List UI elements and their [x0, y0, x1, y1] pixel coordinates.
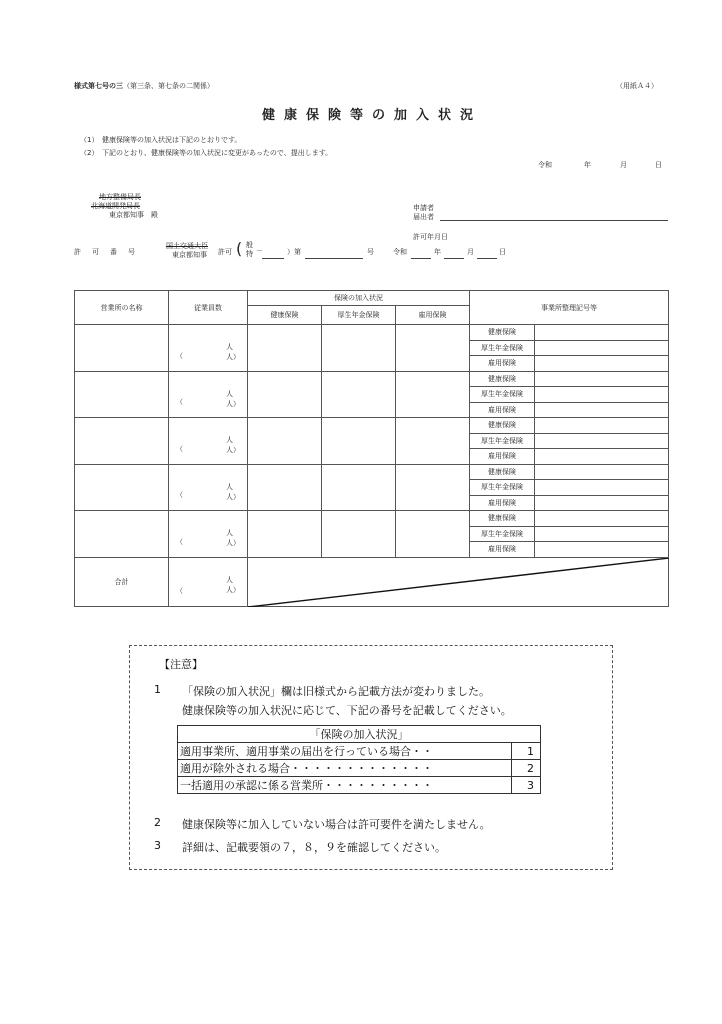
pension-status-cell[interactable] [322, 371, 396, 418]
permit-date-day: 日 [499, 248, 506, 256]
total-paren: （ [176, 586, 183, 595]
permit-date-year: 年 [434, 248, 441, 256]
office-name-cell[interactable] [75, 371, 169, 418]
note-3-text: 詳細は、記載要領の７，８，９を確認してください。 [182, 841, 446, 854]
permit-number-field[interactable] [305, 258, 363, 259]
header-office-number: 事業所整理記号等 [470, 291, 669, 325]
emp-unit-1: 人 [226, 529, 233, 537]
office-subrow [75, 464, 669, 480]
insurance-type-label: 健康保険 [470, 418, 535, 434]
permit-date-day-field[interactable] [477, 258, 497, 259]
insurance-type-label: 厚生年金保険 [470, 433, 535, 449]
code-1-number: 1 [512, 743, 541, 760]
permit-number-label: 許 可 番 号 [74, 248, 137, 256]
office-number-cell[interactable] [535, 511, 669, 527]
office-number-cell[interactable] [535, 433, 669, 449]
emp-unit-2: 人） [226, 539, 240, 547]
permit-kyoka: 許可 [218, 248, 232, 256]
header-health: 健康保険 [248, 306, 322, 325]
date-era: 令和 [538, 161, 552, 169]
office-number-cell[interactable] [535, 449, 669, 465]
insurance-type-label: 健康保険 [470, 325, 535, 341]
health-status-cell[interactable] [248, 418, 322, 465]
header-employment: 雇用保険 [396, 306, 470, 325]
office-number-cell[interactable] [535, 340, 669, 356]
emp-paren: （ [176, 351, 183, 360]
permit-date-year-field[interactable] [411, 258, 431, 259]
employment-status-cell[interactable] [396, 325, 470, 372]
emp-paren: （ [176, 398, 183, 406]
note-2-number: 2 [154, 816, 161, 829]
page-title: 健康保険等の加入状況 [262, 108, 483, 123]
insurance-type-label: 厚生年金保険 [470, 387, 535, 403]
office-name-cell[interactable] [75, 325, 169, 372]
date-day: 日 [655, 161, 662, 169]
office-name-cell[interactable] [75, 418, 169, 465]
insurance-type-label: 厚生年金保険 [470, 340, 535, 356]
insurance-type-label: 厚生年金保険 [470, 526, 535, 542]
insurance-type-label: 雇用保険 [470, 542, 535, 558]
total-unit-2: 人） [226, 585, 240, 594]
emp-unit-1: 人 [226, 436, 233, 444]
header-pension: 厚生年金保険 [322, 306, 396, 325]
insurance-type-label: 雇用保険 [470, 495, 535, 511]
code-2-text: 適用が除外される場合・・・・・・・・・・・・・ [178, 760, 512, 777]
insurance-type-label: 雇用保険 [470, 356, 535, 372]
office-rows [75, 325, 669, 558]
office-number-cell[interactable] [535, 464, 669, 480]
emp-unit-1: 人 [226, 343, 233, 351]
employment-status-cell[interactable] [396, 371, 470, 418]
permit-date-month-field[interactable] [444, 258, 464, 259]
emp-unit-2: 人） [226, 446, 240, 454]
insurance-type-label: 健康保険 [470, 511, 535, 527]
addressee-line-1: 地方整備局長 [99, 193, 141, 201]
permit-close: ）第 [287, 248, 301, 256]
permit-type-special: 特 [246, 250, 253, 258]
addressee-line-3: 東京都知事 殿 [109, 211, 158, 219]
insurance-status-table [74, 290, 669, 607]
insurance-type-label: 健康保険 [470, 464, 535, 480]
permit-type-general: 般 [246, 241, 253, 249]
applicant-label-2: 届出者 [413, 213, 434, 221]
office-number-cell[interactable] [535, 371, 669, 387]
pension-status-cell[interactable] [322, 511, 396, 558]
permit-authority-2: 東京都知事 [172, 251, 207, 259]
header-employee-count: 従業員数 [169, 291, 248, 325]
emp-unit-2: 人） [226, 353, 240, 361]
notes-box [129, 645, 613, 870]
paper-size: （用紙Ａ４） [616, 82, 658, 90]
form-id-number: 様式第七号の三 [74, 82, 123, 90]
office-number-cell[interactable] [535, 418, 669, 434]
emp-paren: （ [176, 537, 183, 546]
insurance-type-label: 雇用保険 [470, 402, 535, 418]
office-subrow [75, 418, 669, 434]
pension-status-cell[interactable] [322, 464, 396, 511]
note-1-line-2: 健康保険等の加入状況に応じて、下記の番号を記載してください。 [182, 704, 512, 717]
health-status-cell[interactable] [248, 371, 322, 418]
office-number-cell[interactable] [535, 542, 669, 558]
form-id-clause: （第三条、第七条の二関係） [123, 82, 214, 90]
date-month: 月 [620, 161, 627, 169]
note-1-line-1: 「保険の加入状況」欄は旧様式から記載方法が変わりました。 [182, 685, 490, 698]
note-1-number: 1 [154, 683, 161, 696]
note-3-number: 3 [154, 839, 161, 852]
insurance-type-label: 雇用保険 [470, 449, 535, 465]
total-diagonal-cell [248, 557, 669, 606]
codes-header: 「保険の加入状況」 [178, 726, 541, 743]
permit-go: 号 [367, 248, 374, 256]
code-3-text: 一括適用の承認に係る営業所・・・・・・・・・・ [178, 777, 512, 794]
employee-count-cell[interactable] [169, 464, 248, 511]
office-number-cell[interactable] [535, 356, 669, 372]
office-number-cell[interactable] [535, 387, 669, 403]
diagonal-line [248, 558, 669, 607]
office-subrow [75, 511, 669, 527]
office-name-cell[interactable] [75, 511, 169, 558]
total-employee-count[interactable] [169, 557, 248, 606]
code-2-number: 2 [512, 760, 541, 777]
emp-unit-2: 人） [226, 492, 240, 501]
addressee-line-2: 北海道開発局長 [91, 202, 140, 210]
permit-year-field[interactable] [262, 258, 284, 259]
date-year: 年 [584, 161, 591, 169]
form-id [74, 81, 214, 91]
code-1-text: 適用事業所、適用事業の届出を行っている場合・・ [178, 743, 512, 760]
employee-count-cell[interactable] [169, 418, 248, 465]
notes-heading: 【注意】 [159, 658, 203, 671]
intro-line-1: （1） 健康保険等の加入状況は下記のとおりです。 [80, 136, 242, 144]
office-subrow [75, 325, 669, 341]
employee-count-cell[interactable] [169, 511, 248, 558]
emp-unit-2: 人） [226, 399, 240, 408]
health-status-cell[interactable] [248, 464, 322, 511]
applicant-label-1: 申請者 [413, 204, 434, 212]
emp-unit-1: 人 [226, 389, 233, 398]
permit-dash: － [256, 247, 263, 255]
emp-paren: （ [176, 444, 183, 453]
pension-status-cell[interactable] [322, 325, 396, 372]
permit-date-era: 令和 [393, 248, 407, 256]
health-status-cell[interactable] [248, 325, 322, 372]
office-number-cell[interactable] [535, 480, 669, 496]
office-number-cell[interactable] [535, 325, 669, 341]
health-status-cell[interactable] [248, 511, 322, 558]
employment-status-cell[interactable] [396, 511, 470, 558]
pension-status-cell[interactable] [322, 418, 396, 465]
emp-unit-1: 人 [226, 482, 233, 491]
office-number-cell[interactable] [535, 526, 669, 542]
insurance-type-label: 健康保険 [470, 371, 535, 387]
office-number-cell[interactable] [535, 402, 669, 418]
employment-status-cell[interactable] [396, 418, 470, 465]
office-subrow [75, 371, 669, 387]
header-office-name: 営業所の名称 [75, 291, 169, 325]
note-2-text: 健康保険等に加入していない場合は許可要件を満たしません。 [182, 818, 491, 831]
code-3-number: 3 [512, 777, 541, 794]
total-label: 合計 [75, 557, 169, 606]
applicant-signature-line[interactable] [440, 220, 668, 221]
total-unit-1: 人 [226, 575, 233, 584]
emp-paren: （ [176, 491, 183, 499]
intro-line-2: （2） 下記のとおり、健康保険等の加入状況に変更があったので、提出します。 [80, 149, 333, 157]
insurance-type-label: 厚生年金保険 [470, 480, 535, 496]
employee-count-cell[interactable] [169, 325, 248, 372]
header-insurance-status: 保険の加入状況 [248, 291, 470, 306]
permit-open-paren: ( [236, 239, 243, 258]
office-name-cell[interactable] [75, 464, 169, 511]
employee-count-cell[interactable] [169, 371, 248, 418]
permit-date-month: 月 [467, 248, 474, 256]
employment-status-cell[interactable] [396, 464, 470, 511]
permit-authority-1: 国土交通大臣 [166, 242, 208, 250]
permit-date-label: 許可年月日 [413, 233, 448, 241]
office-number-cell[interactable] [535, 495, 669, 511]
status-codes-table [177, 725, 541, 794]
